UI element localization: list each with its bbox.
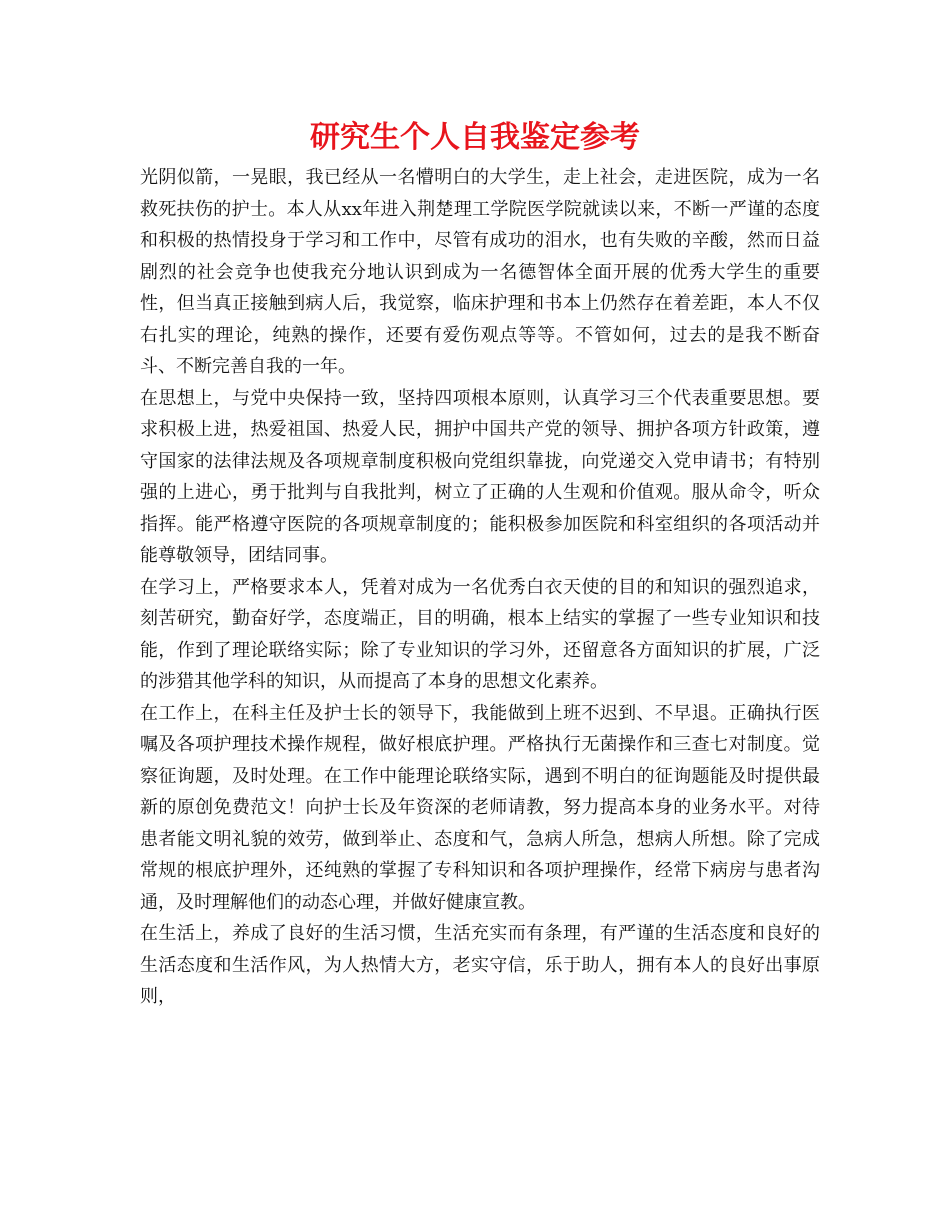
document-title: 研究生个人自我鉴定参考 <box>310 120 640 155</box>
paragraph-study: 在学习上，严格要求本人，凭着对成为一名优秀白衣天使的目的和知识的强烈追求，刻苦研究，勤奋好学，态度端正，目的明确，根本上结实的掌握了一些专业知识和技能，作到了理论联络实际；除了专业知识的学习外，还留意各方面知识的扩展，广泛的涉猎其他学科的知识，从而提高了本身的思想文化素养。 <box>140 576 820 692</box>
paragraph-life: 在生活上，养成了良好的生活习惯，生活充实而有条理，有严谨的生活态度和良好的生活态度和生活作风，为人热情大方，老实守信，乐于助人，拥有本人的良好出事原则， <box>140 923 820 1007</box>
document-body <box>140 162 820 1013</box>
paragraph-ideology: 在思想上，与党中央保持一致，坚持四项根本原则，认真学习三个代表重要思想。要求积极上进，热爱祖国、热爱人民，拥护中国共产党的领导、拥护各项方针政策，遵守国家的法律法规及各项规章制度积极向党组织靠拢，向党递交入党申请书；有特别强的上进心，勇于批判与自我批判，树立了正确的人生观和价值观。服从命令，听众指挥。能严格遵守医院的各项规章制度的；能积极参加医院和科室组织的各项活动并能尊敬领导，团结同事。 <box>140 387 820 566</box>
paragraph-work: 在工作上，在科主任及护士长的领导下，我能做到上班不迟到、不早退。正确执行医嘱及各项护理技术操作规程，做好根底护理。严格执行无菌操作和三查七对制度。觉察征询题，及时处理。在工作中能理论联络实际，遇到不明白的征询题能及时提供最新的原创免费范文！向护士长及年资深的老师请教，努力提高本身的业务水平。对待患者能文明礼貌的效劳，做到举止、态度和气，急病人所急，想病人所想。除了完成常规的根底护理外，还纯熟的掌握了专科知识和各项护理操作，经常下病房与患者沟通，及时理解他们的动态心理，并做好健康宣教。 <box>140 702 820 913</box>
paragraph-intro: 光阴似箭，一晃眼，我已经从一名懵明白的大学生，走上社会，走进医院，成为一名救死扶伤的护士。本人从xx年进入荆楚理工学院医学院就读以来，不断一严谨的态度和积极的热情投身于学习和工作中，尽管有成功的泪水，也有失败的辛酸，然而日益剧烈的社会竞争也使我充分地认识到成为一名德智体全面开展的优秀大学生的重要性，但当真正接触到病人后，我觉察，临床护理和书本上仍然存在着差距，本人不仅右扎实的理论，纯熟的操作，还要有爱伤观点等等。不管如何，过去的是我不断奋斗、不断完善自我的一年。 <box>140 167 820 377</box>
